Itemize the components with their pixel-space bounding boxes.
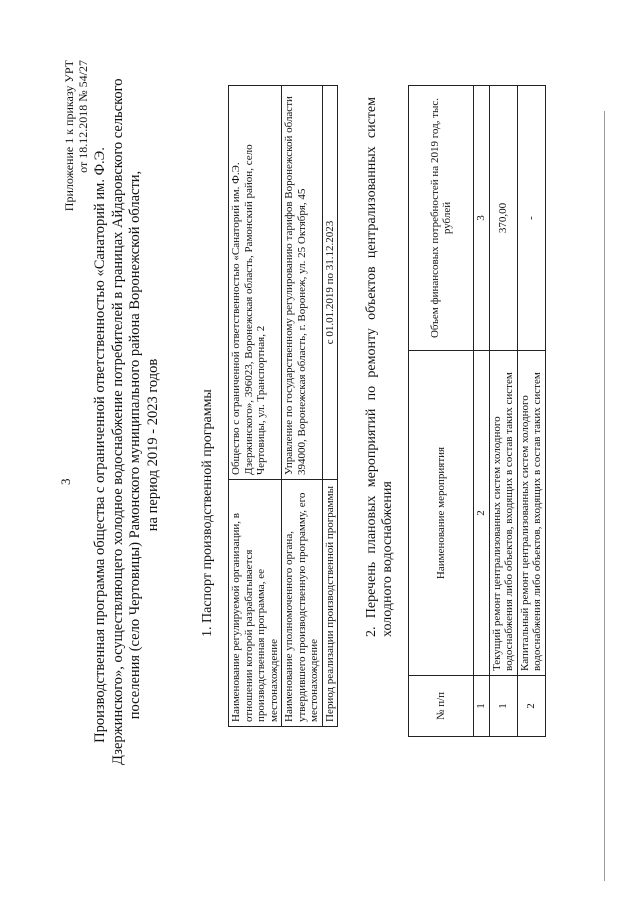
table-cell: 2 [474, 351, 490, 676]
table-row [282, 86, 323, 727]
column-header: № п/п [409, 676, 474, 737]
table-cell: Текущий ремонт централизованных систем холодного водоснабжения либо объектов, входящих в состав таких систем [489, 351, 517, 676]
passport-table [228, 85, 338, 727]
section2-heading: 2. Перечень плановых мероприятий по ремонту объектов централизованных систем холодного водоснабжения [364, 97, 395, 637]
title-line: Производственная программа общества с ограниченной ответственностью «Санаторий им. Ф.Э. [92, 147, 108, 743]
table-row [229, 86, 282, 727]
table-cell: 370,00 [489, 86, 517, 351]
table-cell: 2 [517, 676, 545, 737]
table-cell: - [517, 86, 545, 351]
table-cell: 1 [489, 676, 517, 737]
table-row [517, 86, 545, 737]
column-number-row [474, 86, 490, 737]
title-line: на период 2019 - 2023 годов [144, 358, 161, 532]
title-line: Дзержинского», осуществляющего холодное водоснабжение потребителей в границах Айдаровского сельского [109, 78, 126, 765]
page-number: 3 [58, 478, 73, 485]
measures-table [408, 85, 546, 737]
appendix-line: Приложение 1 к приказу УРТ [62, 60, 76, 212]
column-header: Наименование мероприятия [409, 351, 474, 676]
title-line: поселения (село Чертовицы) Рамонского муниципального района Воронежской области, [127, 170, 143, 720]
section1-heading: 1. Паспорт производственной программы [200, 389, 215, 637]
table-cell: Наименование регулируемой организации, в отношении которой разрабатывается производственная программа, ее местонахождение [229, 480, 282, 727]
table-cell: с 01.01.2019 по 31.12.2023 [322, 86, 338, 480]
appendix-line: от 18.12.2018 № 54/27 [76, 60, 90, 173]
table-cell: Наименование уполномоченного органа, утвердившего производственную программу, его местонахождение [282, 480, 323, 727]
document-title [92, 78, 162, 765]
table-cell: Управление по государственному регулированию тарифов Воронежской области 394000, Воронежская область, г. Воронеж, ул. 25 Октября, 45 [282, 86, 323, 480]
table-cell: 3 [474, 86, 490, 351]
table-cell: Общество с ограниченной ответственностью «Санаторий им. Ф.Э. Дзержинского», 396023, Воронежская область, Рамонский район, село Чертовицы, ул. Транспортная, 2 [229, 86, 282, 480]
column-header: Объем финансовых потребностей на 2019 год, тыс. рублей [409, 86, 474, 351]
table-row [322, 86, 338, 727]
table-cell: 1 [474, 676, 490, 737]
page-bottom-rule [604, 111, 605, 881]
table-cell: Капитальный ремонт централизованных систем холодного водоснабжения либо объектов, входящих в состав таких систем [517, 351, 545, 676]
table-header-row [409, 86, 474, 737]
appendix-note [62, 60, 90, 260]
table-cell: Период реализации производственной программы [322, 480, 338, 727]
table-row [489, 86, 517, 737]
